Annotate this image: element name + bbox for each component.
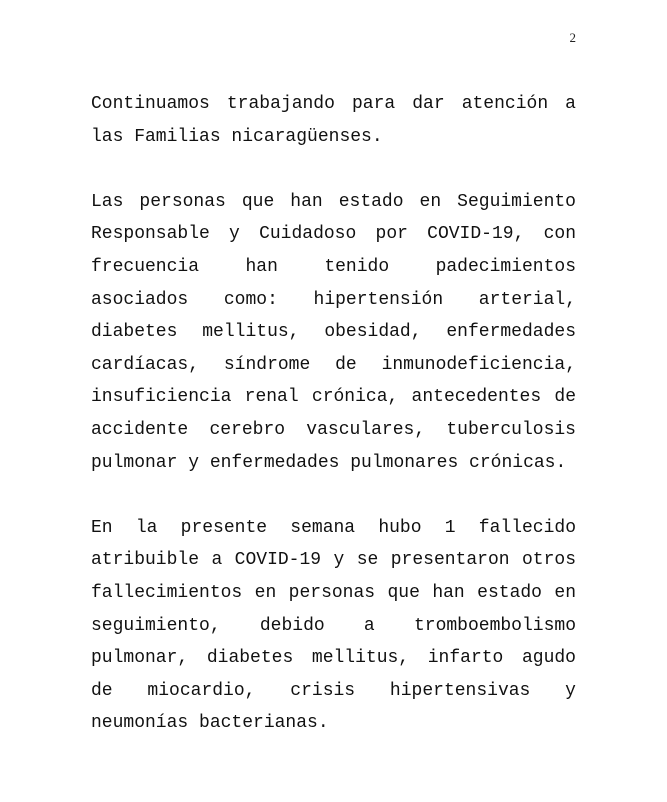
document-body bbox=[91, 88, 576, 772]
page-number: 2 bbox=[569, 30, 576, 45]
paragraph-conditions: Las personas que han estado en Seguimiento Responsable y Cuidadoso por COVID-19, con frecuencia han tenido padecimientos asociados como: hipertensión arterial, diabetes mellitus, obesidad, enfermedades cardíacas, síndrome de inmunodeficiencia, insuficiencia renal crónica, antecedentes de accidente cerebro vasculares, tuberculosis pulmonar y enfermedades pulmonares crónicas. bbox=[91, 191, 576, 473]
paragraph-intro: Continuamos trabajando para dar atención a las Familias nicaragüenses. bbox=[91, 94, 576, 147]
paragraph-deaths: En la presente semana hubo 1 fallecido atribuible a COVID-19 y se presentaron otros fallecimientos en personas que han estado en seguimiento, debido a tromboembolismo pulmonar, diabetes mellitus, infarto agudo de miocardio, crisis hipertensivas y neumonías bacterianas. bbox=[91, 517, 576, 734]
